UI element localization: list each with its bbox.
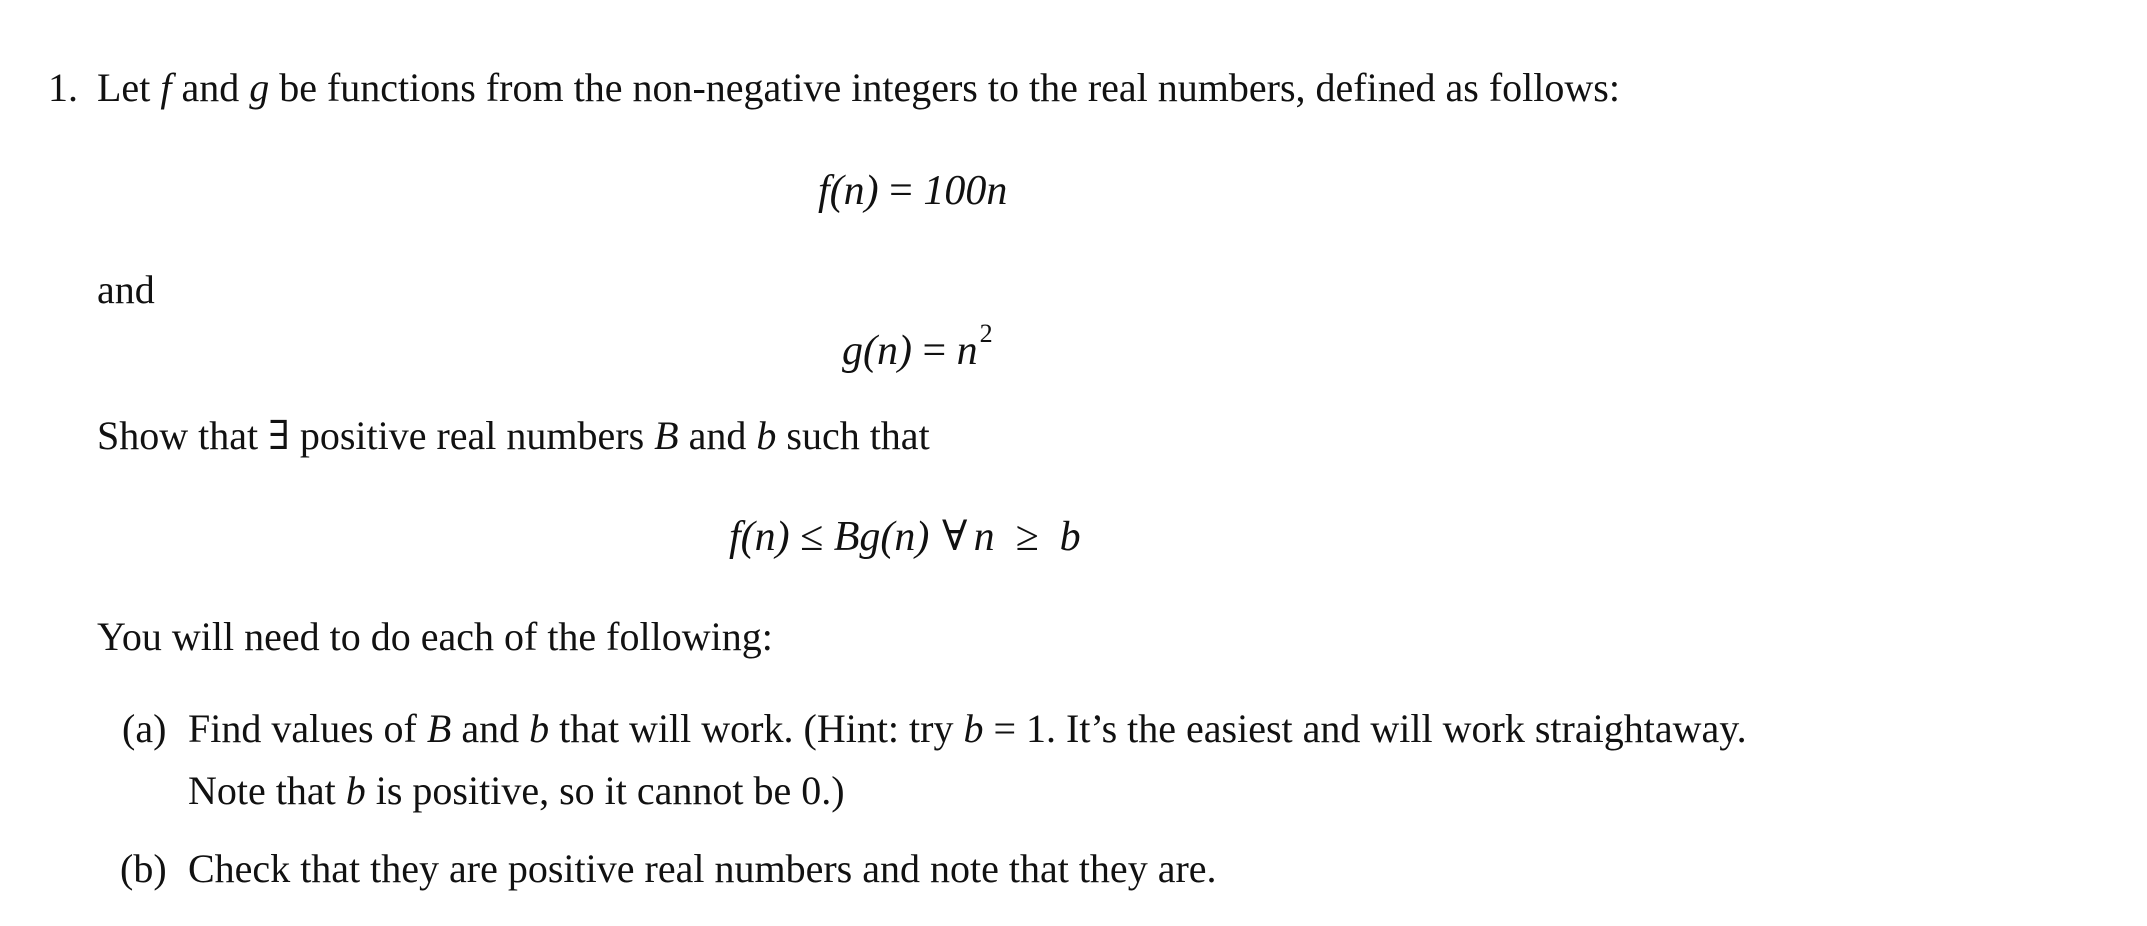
show-statement: Show that ∃ positive real numbers B and b such that	[97, 413, 930, 458]
item-a-line2: Note that b is positive, so it cannot be 0.)	[188, 768, 845, 813]
instructions-heading: You will need to do each of the following:	[97, 614, 773, 659]
symbol-f: f	[160, 65, 172, 110]
connector-and: and	[97, 267, 155, 312]
problem-number: 1.	[48, 65, 78, 110]
problem-intro: Let f and g be functions from the non-negative integers to the real numbers, defined as follows:	[97, 65, 1620, 110]
equation-f: f(n) = 100n	[818, 168, 1008, 214]
item-b-label: (b)	[120, 846, 167, 891]
item-a-line1: Find values of B and b that will work. (Hint: try b = 1. It’s the easiest and will work straightaway.	[188, 706, 1747, 751]
item-b-text: Check that they are positive real numbers and note that they are.	[188, 846, 1217, 891]
inequality: f(n) ≤ Bg(n) ∀ n ≥ b	[729, 514, 1081, 560]
equation-g: $g(n) = n^2$	[842, 318, 993, 374]
symbol-g: g	[249, 65, 270, 110]
item-a-label: (a)	[122, 706, 167, 751]
